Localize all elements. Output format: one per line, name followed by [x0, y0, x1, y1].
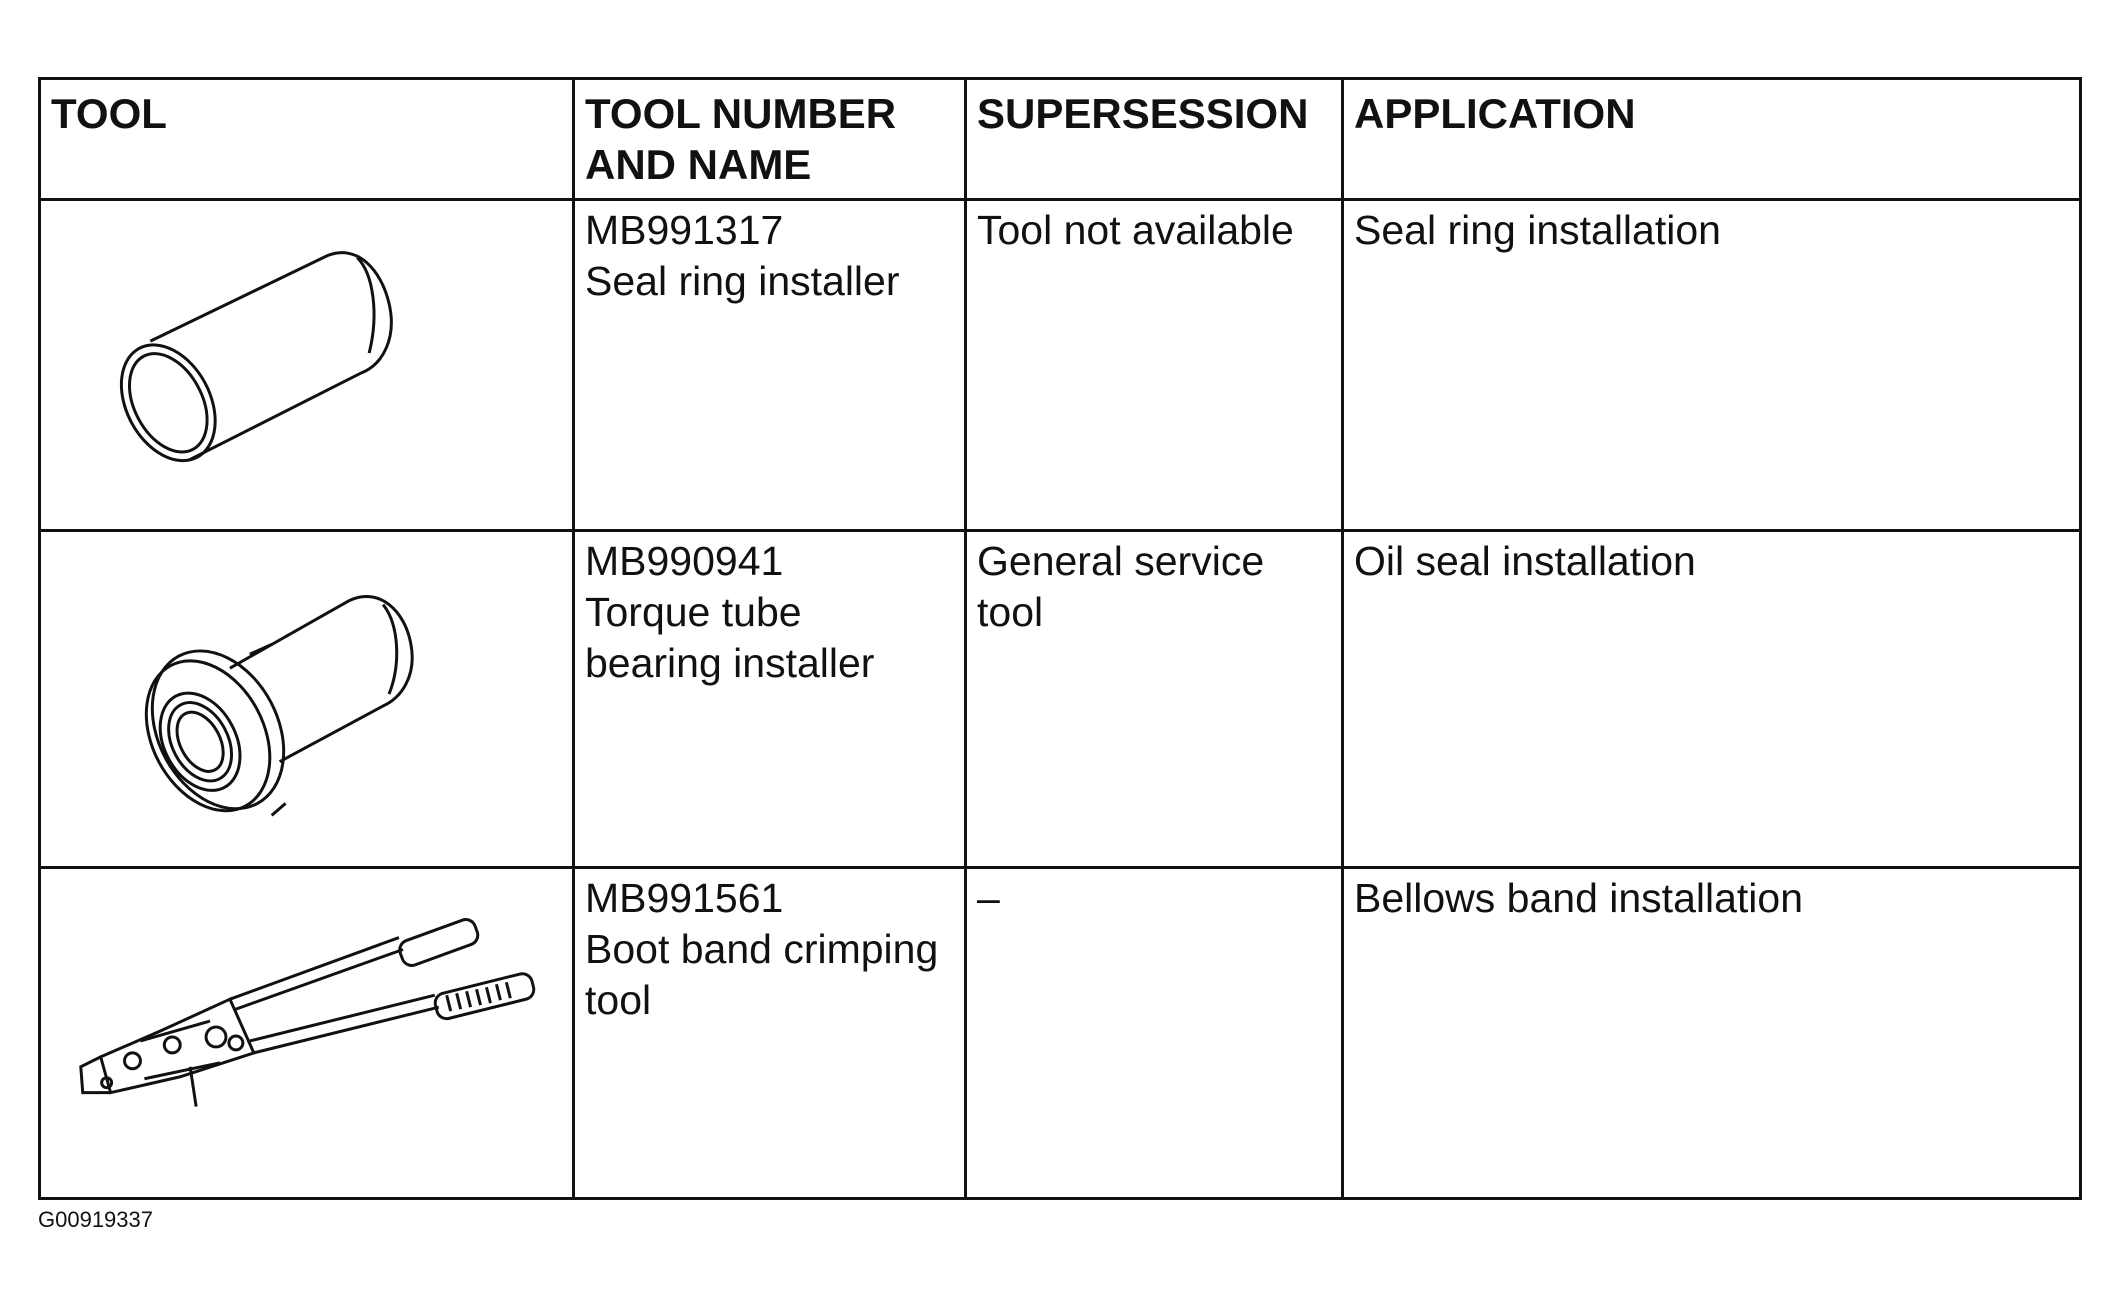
- application-cell: [1343, 868, 2081, 1199]
- tool-image-cell: [40, 868, 574, 1199]
- header-tool-label: TOOL: [51, 90, 167, 137]
- tool-number: MB990941: [585, 538, 784, 584]
- tool-number: MB991317: [585, 207, 784, 253]
- application-cell: [1343, 200, 2081, 531]
- table-header-row: [40, 79, 2081, 200]
- supersession-cell: [966, 200, 1343, 531]
- tool-number: MB991561: [585, 875, 784, 921]
- application-text: Bellows band installation: [1354, 875, 1803, 921]
- supersession-cell: [966, 531, 1343, 868]
- tool-name-line: bearing installer: [585, 640, 875, 686]
- supersession-text: tool: [977, 589, 1044, 635]
- supersession-cell: [966, 868, 1343, 1199]
- supersession-text: Tool not available: [977, 207, 1294, 253]
- header-tool: [40, 79, 574, 200]
- flanged-bearing-installer-icon: [41, 532, 572, 866]
- header-supersession-label: SUPERSESSION: [977, 90, 1309, 137]
- application-cell: [1343, 531, 2081, 868]
- tool-number-cell: [574, 531, 966, 868]
- application-text: Seal ring installation: [1354, 207, 1721, 253]
- supersession-text: –: [977, 875, 1000, 921]
- special-tools-table: [38, 77, 2082, 1200]
- tool-image-cell: [40, 531, 574, 868]
- crimping-pliers-icon: [41, 869, 572, 1197]
- header-application: [1343, 79, 2081, 200]
- header-tool-number-line1: TOOL NUMBER: [585, 90, 897, 137]
- table-row: [40, 531, 2081, 868]
- header-supersession: [966, 79, 1343, 200]
- tool-image-cell: [40, 200, 574, 531]
- header-tool-number: [574, 79, 966, 200]
- tool-name-line: tool: [585, 977, 652, 1023]
- tool-name-line: Seal ring installer: [585, 258, 900, 304]
- tool-name-line: Boot band crimping: [585, 926, 939, 972]
- header-tool-number-line2: AND NAME: [585, 141, 812, 188]
- figure-id: G00919337: [38, 1207, 153, 1232]
- header-application-label: APPLICATION: [1354, 90, 1636, 137]
- tool-number-cell: [574, 868, 966, 1199]
- supersession-text: General service: [977, 538, 1265, 584]
- table-row: [40, 868, 2081, 1199]
- tool-number-cell: [574, 200, 966, 531]
- tool-name-line: Torque tube: [585, 589, 802, 635]
- cylindrical-installer-sleeve-icon: [41, 201, 572, 529]
- application-text: Oil seal installation: [1354, 538, 1696, 584]
- table-row: [40, 200, 2081, 531]
